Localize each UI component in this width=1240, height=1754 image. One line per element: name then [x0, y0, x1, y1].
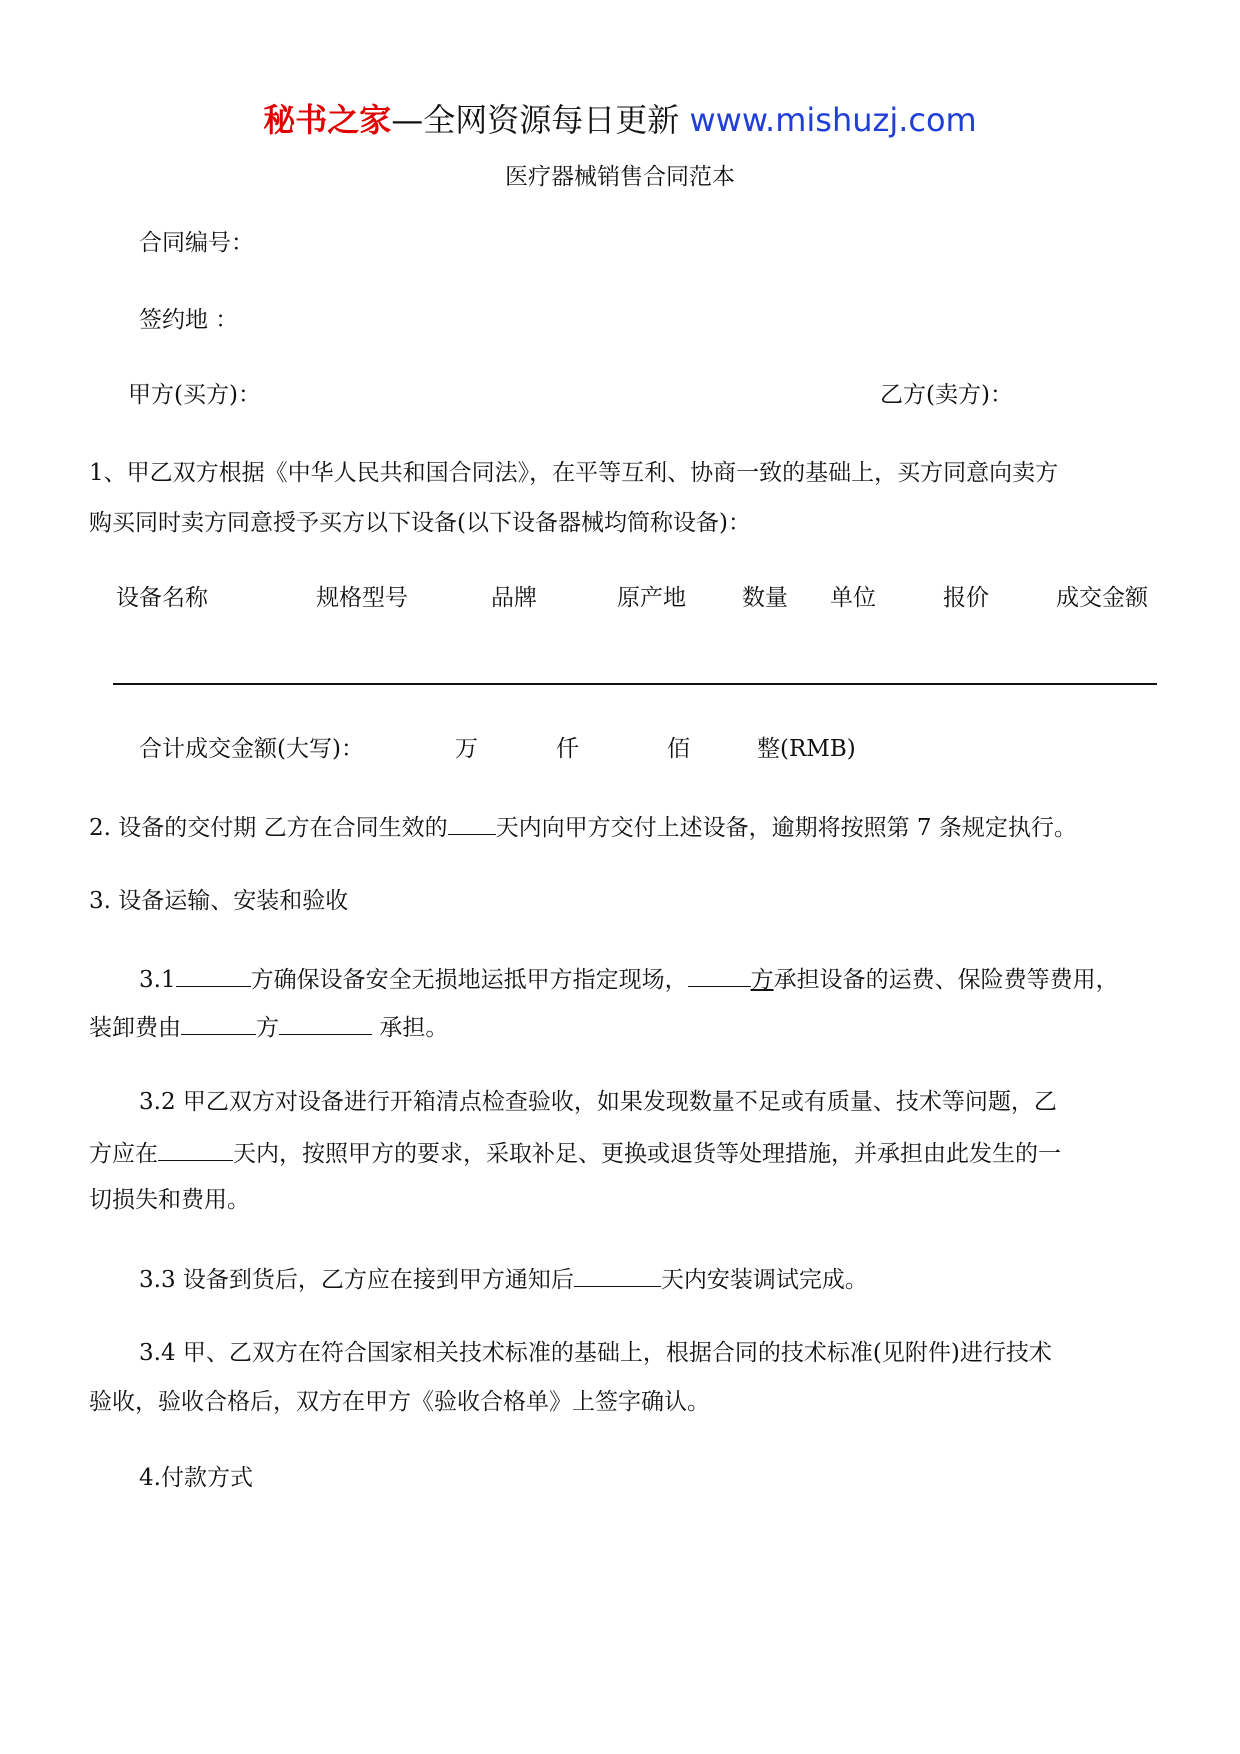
total-unit-zheng: 整(RMB)	[757, 736, 856, 762]
clause31-text-f: 方	[256, 1015, 279, 1041]
table-header-name: 设备名称	[116, 585, 208, 611]
clause2-text-b: 天内向甲方交付上述设备，逾期将按照第 7 条规定执行。	[495, 815, 1077, 841]
table-header-unit: 单位	[830, 585, 876, 611]
total-unit-qian: 仟	[556, 736, 579, 762]
clause31-text-g: 承担。	[379, 1015, 449, 1041]
table-header-amount: 成交金额	[1056, 585, 1148, 611]
table-header-quantity: 数量	[742, 585, 788, 611]
party-a-label: 甲方(买方)：	[128, 382, 261, 408]
watermark-header	[0, 101, 1240, 139]
table-rule	[113, 683, 1157, 685]
clause33-text-b: 天内安装调试完成。	[660, 1267, 868, 1293]
clause32-line3: 切损失和费用。	[89, 1187, 250, 1213]
total-unit-bai: 佰	[667, 736, 690, 762]
clause32-line2	[89, 1140, 1061, 1166]
clause34-line1: 3.4 甲、乙双方在符合国家相关技术标准的基础上，根据合同的技术标准(见附件)进行技术	[139, 1340, 1052, 1366]
table-header-model: 规格型号	[316, 585, 408, 611]
contract-no-label: 合同编号：	[139, 230, 254, 256]
total-amount-label: 合计成交金额(大写)：	[139, 736, 364, 762]
clause2	[89, 814, 1077, 840]
clause31-line2	[89, 1014, 448, 1040]
table-header-price: 报价	[943, 585, 989, 611]
clause2-days-blank[interactable]	[448, 814, 496, 835]
total-unit-wan: 万	[455, 736, 478, 762]
clause33-days-blank[interactable]	[574, 1266, 661, 1287]
clause31-text-e: 装卸费由	[89, 1015, 181, 1041]
watermark-url[interactable]: www.mishuzj.com	[689, 101, 977, 139]
clause4-title: 4.付款方式	[139, 1465, 253, 1491]
party-b-label: 乙方(卖方)：	[880, 382, 1013, 408]
watermark-tagline: —全网资源每日更新	[391, 101, 680, 139]
clause2-text-a: 2. 设备的交付期 乙方在合同生效的	[89, 815, 448, 841]
sign-place-label: 签约地 ：	[139, 307, 239, 333]
clause32-text-a: 方应在	[89, 1141, 158, 1167]
clause31-party-blank3[interactable]	[181, 1014, 256, 1035]
clause31-line1	[139, 966, 1119, 992]
clause1-line2: 购买同时卖方同意授予买方以下设备(以下设备器械均简称设备)：	[89, 510, 751, 536]
table-header-origin: 原产地	[617, 585, 686, 611]
table-header-brand: 品牌	[491, 585, 537, 611]
clause33	[139, 1266, 868, 1292]
clause1-line1: 1、甲乙双方根据《中华人民共和国合同法》，在平等互利、协商一致的基础上，买方同意向卖方	[89, 460, 1059, 486]
clause31-party-blank4[interactable]	[279, 1014, 372, 1035]
clause3-title: 3. 设备运输、安装和验收	[89, 888, 349, 914]
document-title: 医疗器械销售合同范本	[505, 164, 735, 190]
clause33-text-a: 3.3 设备到货后，乙方应在接到甲方通知后	[139, 1267, 574, 1293]
clause32-line1: 3.2 甲乙双方对设备进行开箱清点检查验收，如果发现数量不足或有质量、技术等问题，乙	[139, 1089, 1057, 1115]
watermark-brand: 秘书之家	[263, 101, 392, 139]
clause31-party-blank1[interactable]	[176, 966, 251, 987]
clause31-text-b: 方确保设备安全无损地运抵甲方指定现场，	[250, 967, 688, 993]
clause31-party-blank2[interactable]	[688, 966, 751, 987]
clause32-text-b: 天内，按照甲方的要求，采取补足、更换或退货等处理措施，并承担由此发生的一	[233, 1141, 1061, 1167]
clause31-text-c: 方	[750, 967, 774, 993]
clause32-days-blank[interactable]	[158, 1140, 233, 1161]
clause31-text-d: 承担设备的运费、保险费等费用，	[773, 967, 1119, 993]
clause31-number: 3.1	[139, 967, 176, 993]
clause34-line2: 验收，验收合格后，双方在甲方《验收合格单》上签字确认。	[89, 1389, 710, 1415]
